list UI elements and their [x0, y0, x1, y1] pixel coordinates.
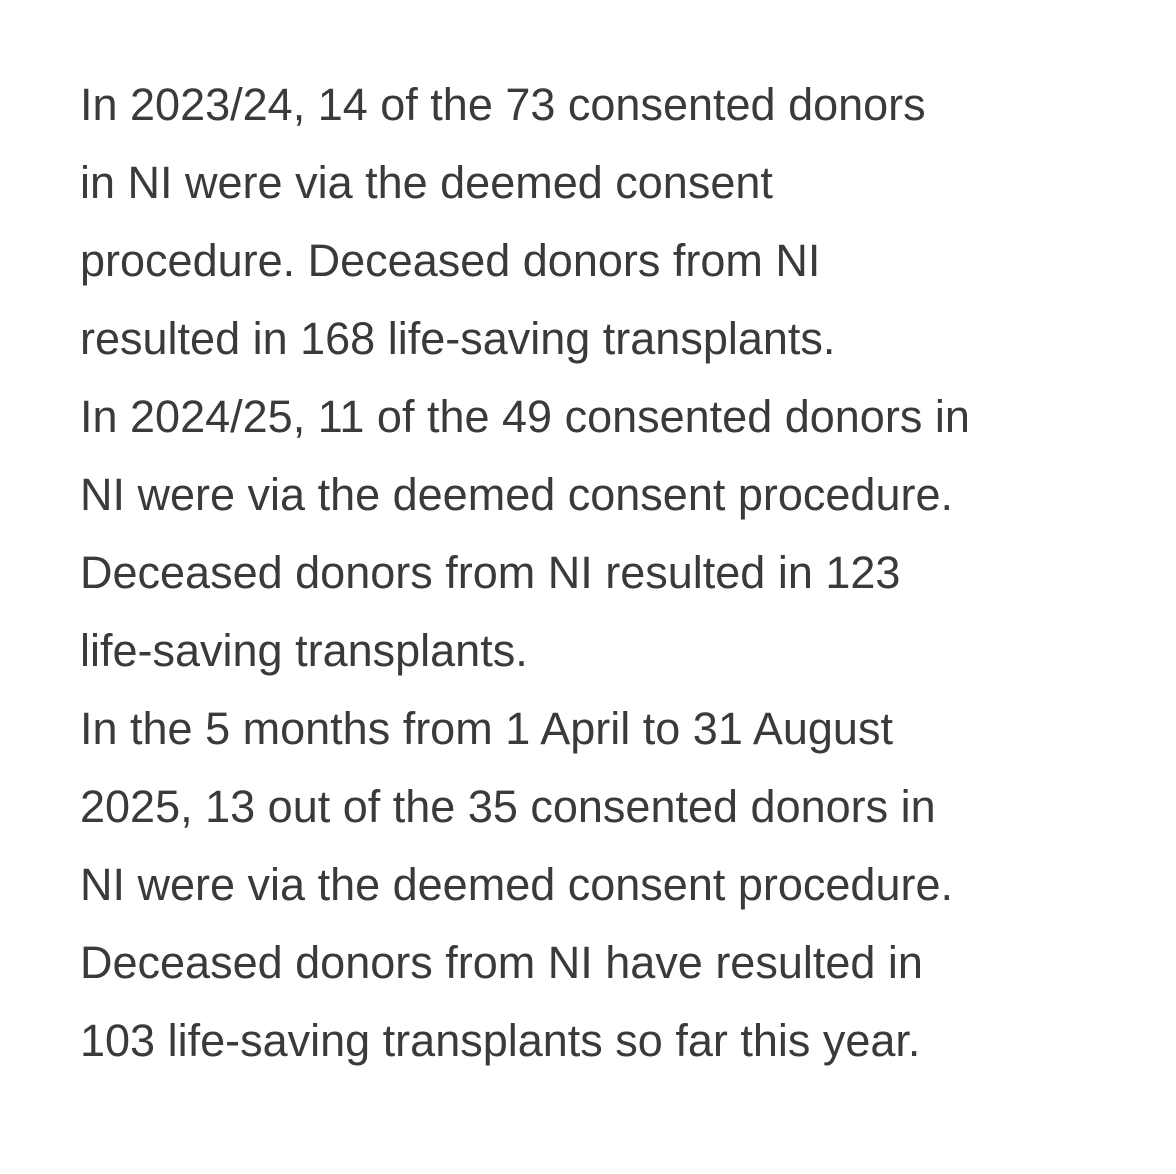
note-text-body	[80, 66, 1140, 1080]
note-line: 2025, 13 out of the 35 consented donors in	[80, 781, 936, 832]
note-line: NI were via the deemed consent procedure.	[80, 859, 953, 910]
note-line: life-saving transplants.	[80, 625, 528, 676]
note-line: in NI were via the deemed consent	[80, 157, 773, 208]
note-line: resulted in 168 life-saving transplants.	[80, 313, 836, 364]
note-line: NI were via the deemed consent procedure.	[80, 469, 953, 520]
note-line: In 2024/25, 11 of the 49 consented donors in	[80, 391, 970, 442]
note-line: In 2023/24, 14 of the 73 consented donors	[80, 79, 926, 130]
note-line: Deceased donors from NI have resulted in	[80, 937, 923, 988]
note-line: In the 5 months from 1 April to 31 August	[80, 703, 893, 754]
note-line: Deceased donors from NI resulted in 123	[80, 547, 901, 598]
note-line: 103 life-saving transplants so far this year.	[80, 1015, 921, 1066]
note-line: procedure. Deceased donors from NI	[80, 235, 821, 286]
